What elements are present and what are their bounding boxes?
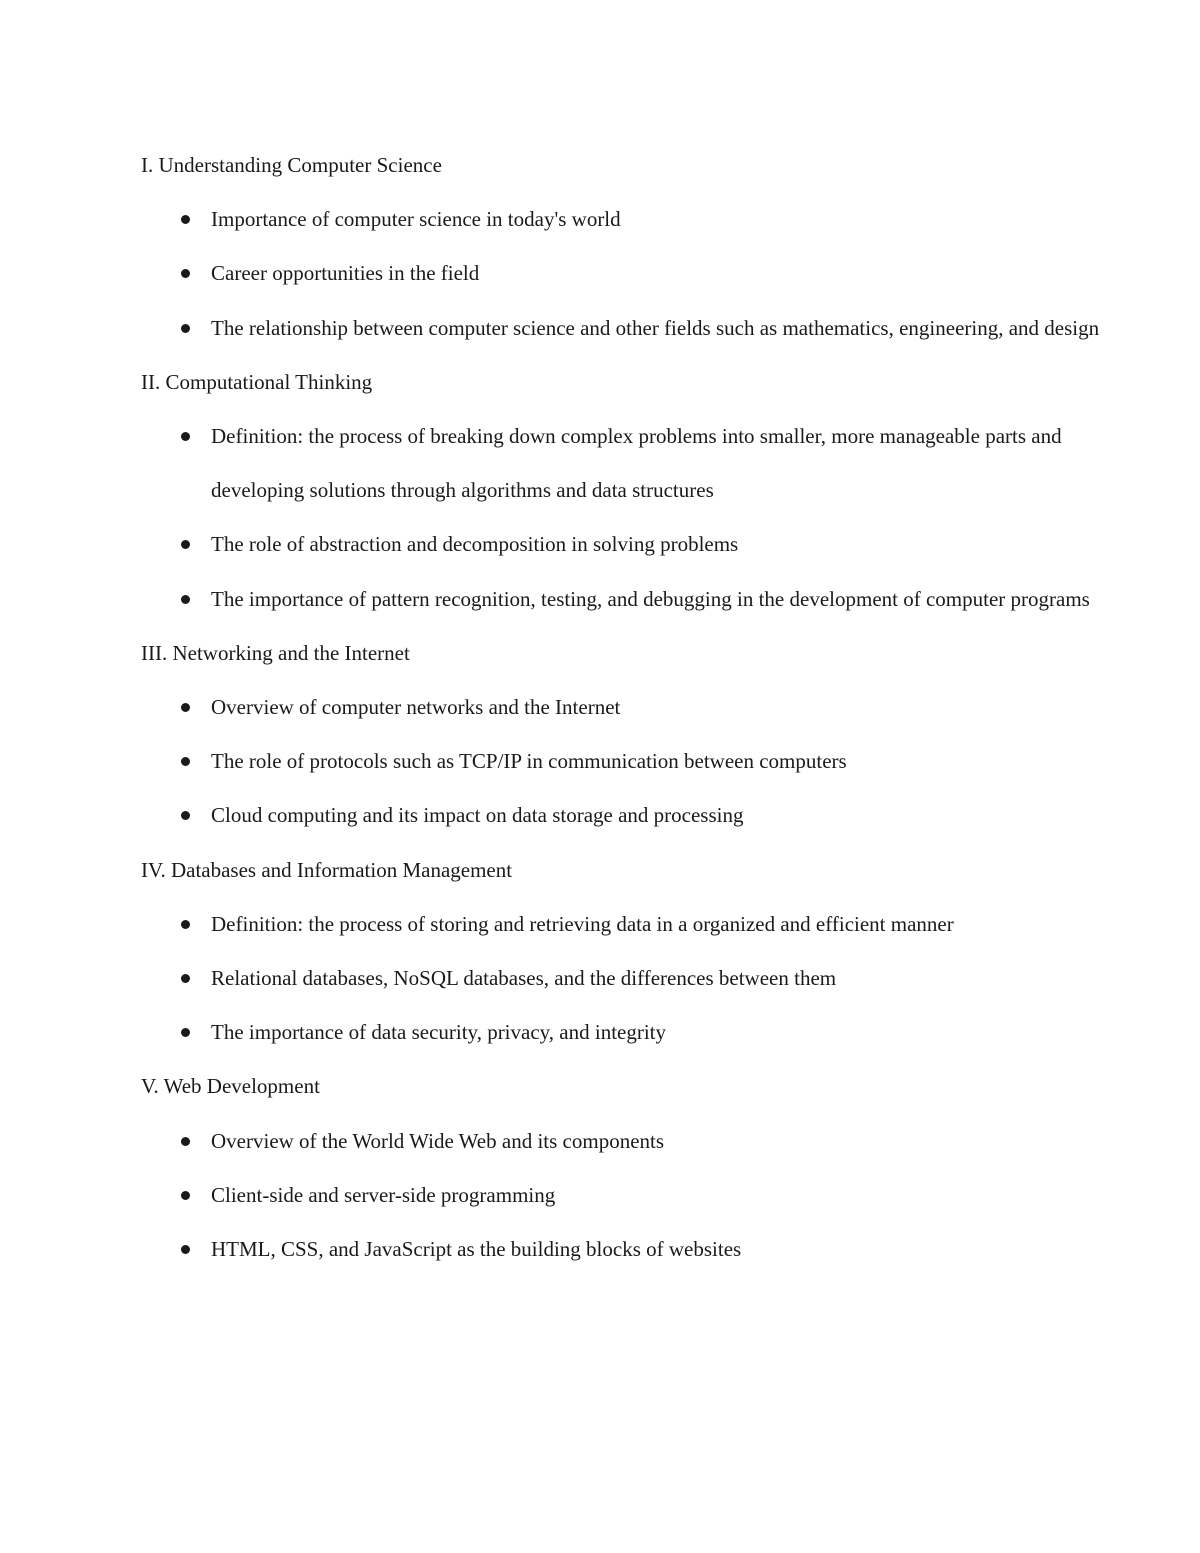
- bullet-list: [141, 409, 1101, 626]
- list-item-text: The relationship between computer science and other fields such as mathematics, engineering, and design: [211, 315, 1100, 340]
- section-web-development: [141, 1059, 1101, 1276]
- bullet-icon: [181, 1137, 190, 1146]
- list-item-text: Definition: the process of breaking down complex problems into smaller, more manageable parts and developing solutions through algorithms and data structures: [211, 424, 1062, 503]
- outline: [141, 138, 1101, 1276]
- section-understanding-computer-science: [141, 138, 1101, 355]
- list-item-text: Relational databases, NoSQL databases, and the differences between them: [211, 966, 837, 991]
- list-item: [141, 1222, 1101, 1276]
- list-item: [141, 734, 1101, 788]
- bullet-icon: [181, 1191, 190, 1200]
- bullet-icon: [181, 215, 190, 224]
- list-item-text: Importance of computer science in today's world: [211, 207, 621, 232]
- list-item-text: HTML, CSS, and JavaScript as the building blocks of websites: [211, 1237, 742, 1262]
- list-item: [141, 301, 1101, 355]
- list-item: [141, 517, 1101, 571]
- list-item: [141, 897, 1101, 951]
- list-item: [141, 192, 1101, 246]
- bullet-icon: [181, 1245, 190, 1254]
- list-item-text: The importance of data security, privacy, and integrity: [211, 1020, 667, 1045]
- bullet-icon: [181, 595, 190, 604]
- bullet-icon: [181, 540, 190, 549]
- list-item-text: Career opportunities in the field: [211, 261, 480, 286]
- bullet-icon: [181, 974, 190, 983]
- bullet-icon: [181, 324, 190, 333]
- bullet-list: [141, 192, 1101, 355]
- list-item: [141, 680, 1101, 734]
- section-networking-and-the-internet: [141, 626, 1101, 843]
- bullet-icon: [181, 432, 190, 441]
- section-computational-thinking: [141, 355, 1101, 626]
- section-heading: V. Web Development: [141, 1074, 320, 1099]
- bullet-icon: [181, 1028, 190, 1037]
- section-databases-and-information-management: [141, 843, 1101, 1060]
- list-item: [141, 1005, 1101, 1059]
- bullet-icon: [181, 703, 190, 712]
- bullet-list: [141, 1114, 1101, 1277]
- section-heading: III. Networking and the Internet: [141, 640, 410, 665]
- section-heading: I. Understanding Computer Science: [141, 153, 442, 177]
- list-item-text: The importance of pattern recognition, testing, and debugging in the development of computer programs: [211, 586, 1090, 611]
- list-item-text: Overview of the World Wide Web and its components: [211, 1128, 665, 1153]
- bullet-list: [141, 897, 1101, 1060]
- bullet-icon: [181, 757, 190, 766]
- bullet-list: [141, 680, 1101, 843]
- list-item-text: The role of abstraction and decomposition in solving problems: [211, 532, 739, 557]
- list-item-text: Cloud computing and its impact on data storage and processing: [211, 803, 744, 828]
- list-item: [141, 1114, 1101, 1168]
- list-item-text: Overview of computer networks and the Internet: [211, 695, 621, 720]
- section-heading: IV. Databases and Information Management: [141, 857, 513, 882]
- list-item: [141, 409, 1101, 517]
- list-item: [141, 1168, 1101, 1222]
- list-item: [141, 572, 1101, 626]
- list-item-text: The role of protocols such as TCP/IP in communication between computers: [211, 749, 847, 774]
- list-item-text: Client-side and server-side programming: [211, 1182, 556, 1207]
- bullet-icon: [181, 920, 190, 929]
- list-item: [141, 788, 1101, 842]
- list-item: [141, 246, 1101, 300]
- list-item-text: Definition: the process of storing and retrieving data in a organized and efficient manner: [211, 911, 954, 936]
- list-item: [141, 951, 1101, 1005]
- bullet-icon: [181, 269, 190, 278]
- bullet-icon: [181, 811, 190, 820]
- section-heading: II. Computational Thinking: [141, 369, 373, 394]
